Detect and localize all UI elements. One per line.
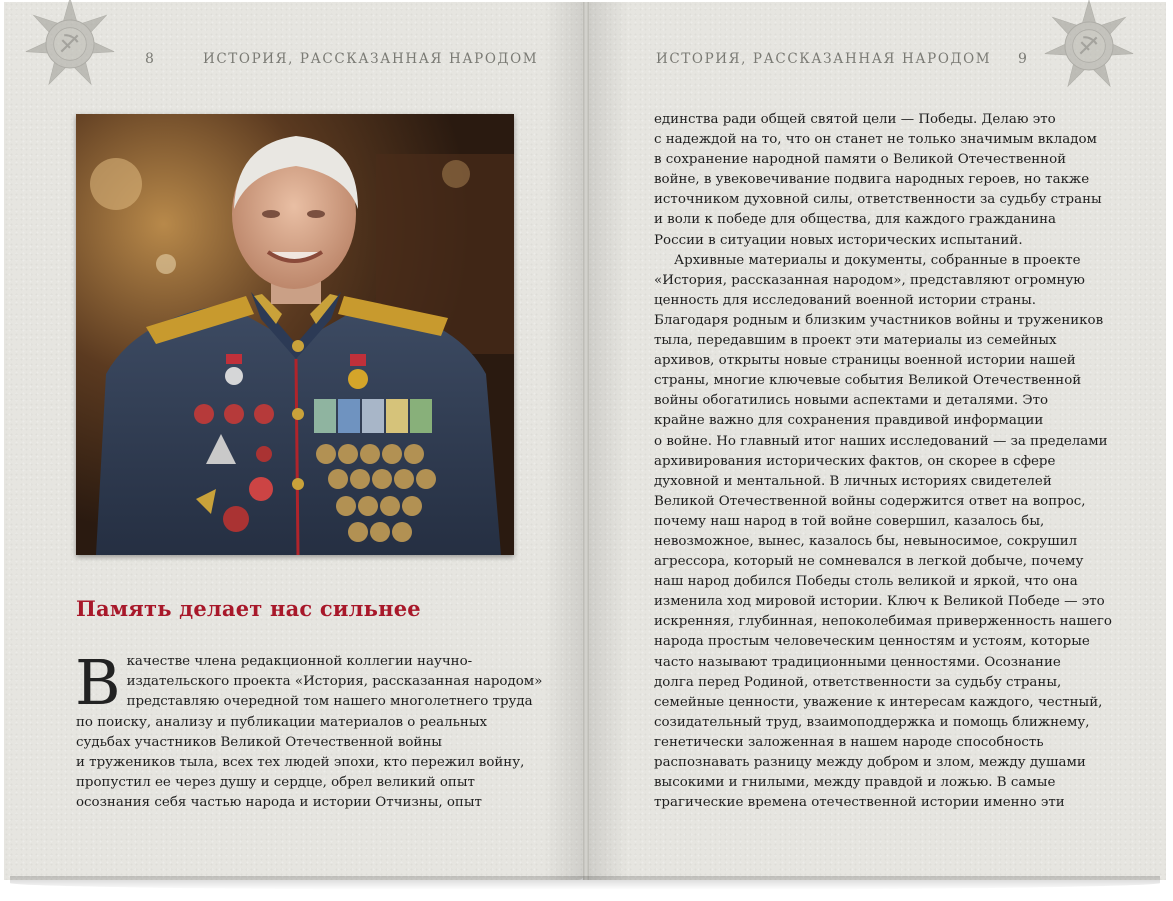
text-line: источником духовной силы, ответственности за судьбу страны bbox=[654, 192, 1102, 208]
text-line: изменила ход мировой истории. Ключ к Великой Победе — это bbox=[654, 594, 1105, 610]
gutter-shadow-left bbox=[544, 2, 584, 880]
text-line: Благодаря родным и близким участников войны и тружеников bbox=[654, 312, 1104, 328]
text-line: архивирования исторических фактов, он скорее в сфере bbox=[654, 453, 1056, 469]
text-line: качестве члена редакционной коллегии научно- bbox=[126, 654, 473, 669]
left-page-number: 8 bbox=[145, 51, 154, 67]
drop-cap: В bbox=[75, 646, 121, 719]
text-line: народа простым человеческим ценностям и устоям, которые bbox=[654, 634, 1090, 650]
order-of-patriotic-war-icon bbox=[1041, 0, 1137, 94]
right-page-number: 9 bbox=[1018, 51, 1027, 67]
text-line: и тружеников тыла, всех тех людей эпохи, кто пережил войну, bbox=[76, 755, 525, 771]
text-line: о войне. Но главный итог наших исследований — за пределами bbox=[654, 433, 1108, 449]
text-line: единства ради общей святой цели — Победы. Делаю это bbox=[654, 112, 1056, 127]
text-line: пропустил ее через душу и сердце, обрел великий опыт bbox=[76, 775, 475, 791]
text-line: духовной и ментальной. В личных историях свидетелей bbox=[654, 473, 1052, 489]
text-line: осознания себя частью народа и истории Отчизны, опыт bbox=[76, 795, 482, 811]
text-line: России в ситуации новых исторических испытаний. bbox=[654, 232, 1023, 248]
text-line: в сохранение народной памяти о Великой Отечественной bbox=[654, 152, 1067, 168]
text-line: представляю очередной том нашего многолетнего труда bbox=[126, 694, 533, 710]
text-line: генетически заложенная в нашем народе способность bbox=[654, 734, 1044, 750]
text-line: агрессора, который не сомневался в легкой добыче, почему bbox=[654, 554, 1084, 570]
text-line: почему наш народ в той войне совершил, казалось бы, bbox=[654, 513, 1045, 529]
text-line: долга перед Родиной, ответственности за судьбу страны, bbox=[654, 674, 1062, 690]
text-line: судьбах участников Великой Отечественной войны bbox=[76, 734, 442, 750]
text-line: распознавать разницу между добром и злом, между душами bbox=[654, 755, 1086, 770]
text-line: издательского проекта «История, рассказанная народом» bbox=[126, 674, 543, 690]
text-line: страны, многие ключевые события Великой Отечественной bbox=[654, 373, 1082, 389]
book-spine bbox=[583, 2, 589, 880]
veteran-portrait-image bbox=[76, 114, 514, 555]
text-line: и воли к победе для общества, для каждого гражданина bbox=[654, 212, 1057, 228]
text-line: часто называют традиционными ценностями. Осознание bbox=[654, 654, 1061, 670]
text-line: архивов, открыты новые страницы военной истории нашей bbox=[654, 353, 1076, 369]
text-line: тыла, передавшим в проект эти материалы из семейных bbox=[654, 333, 1057, 349]
article-body-right bbox=[654, 110, 1114, 813]
open-book bbox=[4, 2, 1168, 894]
article-heading: Память делает нас сильнее bbox=[76, 596, 421, 621]
right-running-title: ИСТОРИЯ, РАССКАЗАННАЯ НАРОДОМ bbox=[656, 51, 992, 67]
book-shadow bbox=[10, 876, 1160, 890]
text-line: с надеждой на то, что он станет не только значимым вкладом bbox=[654, 132, 1097, 148]
order-of-patriotic-war-icon bbox=[22, 0, 118, 92]
text-line: Великой Отечественной войны содержится ответ на вопрос, bbox=[654, 493, 1086, 509]
gutter-shadow-right bbox=[588, 2, 628, 880]
left-running-title: ИСТОРИЯ, РАССКАЗАННАЯ НАРОДОМ bbox=[203, 51, 539, 67]
text-line: наш народ добился Победы столь великой и яркой, что она bbox=[654, 574, 1078, 590]
text-line: войне, в увековечивание подвига народных героев, но также bbox=[654, 172, 1090, 188]
text-line: войны обогатились новыми аспектами и деталями. Это bbox=[654, 393, 1049, 409]
text-line: по поиску, анализу и публикации материалов о реальных bbox=[76, 714, 488, 730]
text-line: крайне важно для сохранения правдивой информации bbox=[654, 413, 1044, 429]
article-body-left bbox=[75, 646, 543, 814]
left-page bbox=[4, 2, 584, 880]
text-line: Архивные материалы и документы, собранные в проекте bbox=[674, 252, 1081, 268]
text-line: искренняя, глубинная, непоколебимая приверженность нашего bbox=[654, 614, 1112, 630]
text-line: невозможное, вынес, казалось бы, невыносимое, сокрушил bbox=[654, 533, 1078, 549]
text-line: семейные ценности, уважение к интересам каждого, честный, bbox=[654, 694, 1103, 710]
veteran-portrait-photo bbox=[76, 114, 514, 555]
text-line: трагические времена отечественной истории именно эти bbox=[654, 795, 1065, 811]
text-line: высокими и гнилыми, между правдой и ложью. В самые bbox=[654, 775, 1056, 791]
text-line: ценность для исследований военной истории страны. bbox=[654, 292, 1037, 308]
text-line: созидательный труд, взаимоподдержка и помощь ближнему, bbox=[654, 714, 1090, 730]
text-line: «История, рассказанная народом», представляют огромную bbox=[654, 272, 1085, 288]
